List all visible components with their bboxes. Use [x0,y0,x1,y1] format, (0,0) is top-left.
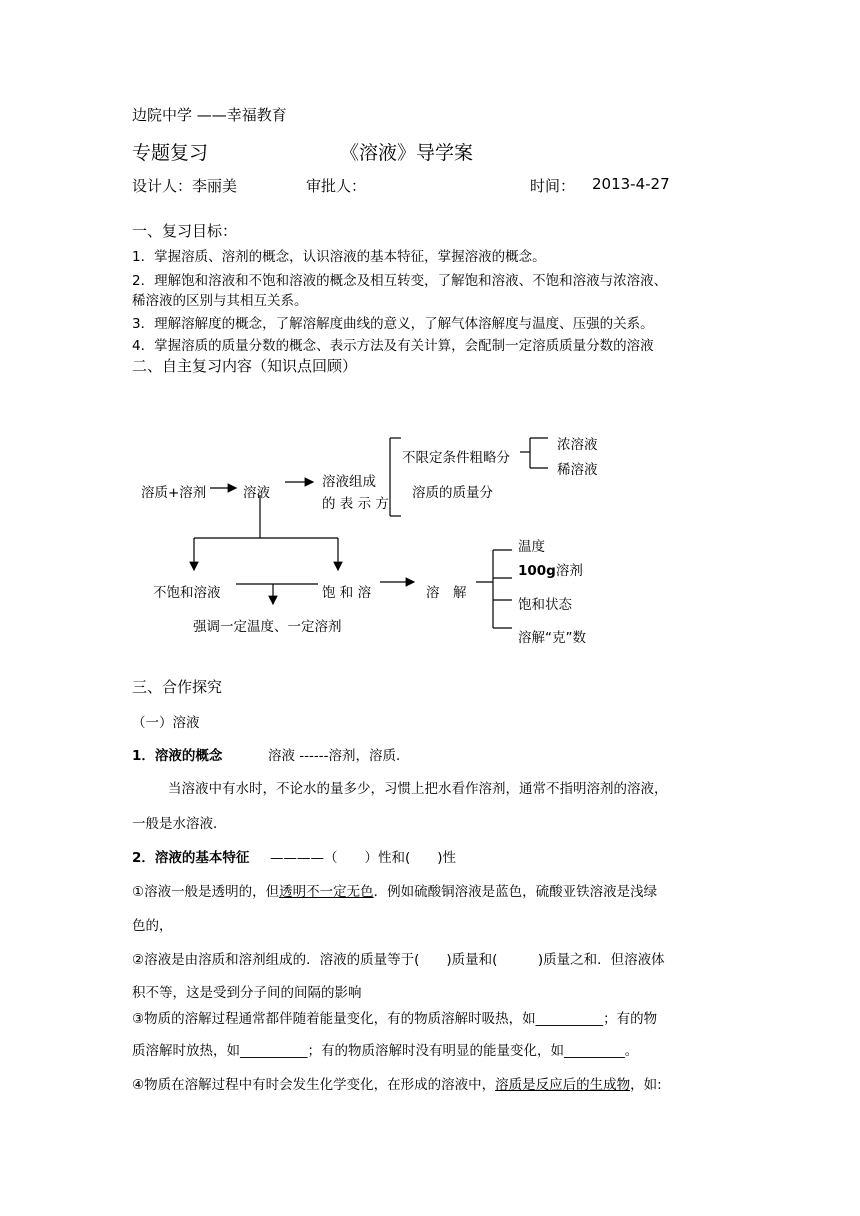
point-2-line2: 积不等，这是受到分子间的间隔的影响 [132,985,362,1001]
node-solute-solvent: 溶质+溶剂 [141,485,207,501]
designer-label: 设计人：李丽美 [132,177,238,195]
node-concentrated: 浓溶液 [557,437,598,453]
node-emphasis: 强调一定温度、一定溶剂 [193,619,342,635]
time-value: 2013-4-27 [592,175,670,193]
node-rough: 不限定条件粗略分 [402,450,510,466]
point-2: ②溶液是由溶质和溶剂组成的．溶液的质量等于( )质量和( )质量之和．但溶液体 [132,952,665,968]
node-dilute: 稀溶液 [557,462,598,478]
node-saturated-state: 饱和状态 [518,597,572,613]
approver-label: 审批人： [306,177,367,195]
school-line: 边院中学 ——幸福教育 [132,106,287,124]
objective-item: 稀溶液的区别与其相互关系。 [132,293,308,309]
node-unsaturated: 不饱和溶液 [153,585,221,601]
node-100g: 100g溶剂 [518,563,583,579]
point-1-line2: 色的， [132,918,173,934]
topic-label: 专题复习 [132,142,209,164]
point-1: ①溶液一般是透明的，但透明不一定无色．例如硫酸铜溶液是蓝色，硫酸亚铁溶液是浅绿 [132,884,658,900]
node-composition: 溶液组成 [322,474,376,490]
point-3: ③物质的溶解过程通常都伴随着能量变化，有的物质溶解时吸热，如__________；有的物 [132,1011,658,1027]
objective-item: 4．掌握溶质的质量分数的概念、表示方法及有关计算，会配制一定溶质质量分数的溶液 [132,338,654,354]
node-mass-fraction: 溶质的质量分 [412,485,493,501]
node-temperature: 温度 [518,539,545,555]
node-solution: 溶液 [243,485,270,501]
subsection-solution: （一）溶液 [132,715,200,731]
concept-label: 1．溶液的概念 [132,748,223,764]
objective-item: 3．理解溶解度的概念，了解溶解度曲线的意义，了解气体溶解度与温度、压强的关系。 [132,316,654,332]
section3-heading: 三、合作探究 [132,678,223,696]
section1-heading: 一、复习目标： [132,222,238,240]
concept-formula: 溶液 ------溶剂，溶质． [268,748,410,764]
feature-blank: ————（ ）性和( )性 [270,850,457,866]
node-saturated: 饱 和 溶 [322,585,372,601]
point-3-line2: 质溶解时放热，如__________；有的物质溶解时没有明显的能量变化，如_________。 [132,1043,639,1059]
objective-item: 2．理解饱和溶液和不饱和溶液的概念及相互转变，了解饱和溶液、不饱和溶液与浓溶液、 [132,273,668,289]
objective-item: 1．掌握溶质、溶剂的概念，认识溶液的基本特征，掌握溶液的概念。 [132,249,546,265]
paragraph-line: 当溶液中有水时，不论水的量多少，习惯上把水看作溶剂，通常不指明溶剂的溶液， [168,781,668,797]
paragraph-line: 一般是水溶液． [132,816,227,832]
document-title: 《溶液》导学案 [340,142,474,164]
node-composition-2: 的 表 示 方 [322,496,389,512]
feature-label: 2．溶液的基本特征 [132,850,250,866]
node-solubility: 溶 解 [426,585,467,601]
time-label: 时间： [530,177,576,195]
node-grams: 溶解“克”数 [518,630,586,646]
point-4: ④物质在溶解过程中有时会发生化学变化，在形成的溶液中，溶质是反应后的生成物，如: [132,1077,662,1093]
section2-heading: 二、自主复习内容（知识点回顾） [132,357,358,375]
